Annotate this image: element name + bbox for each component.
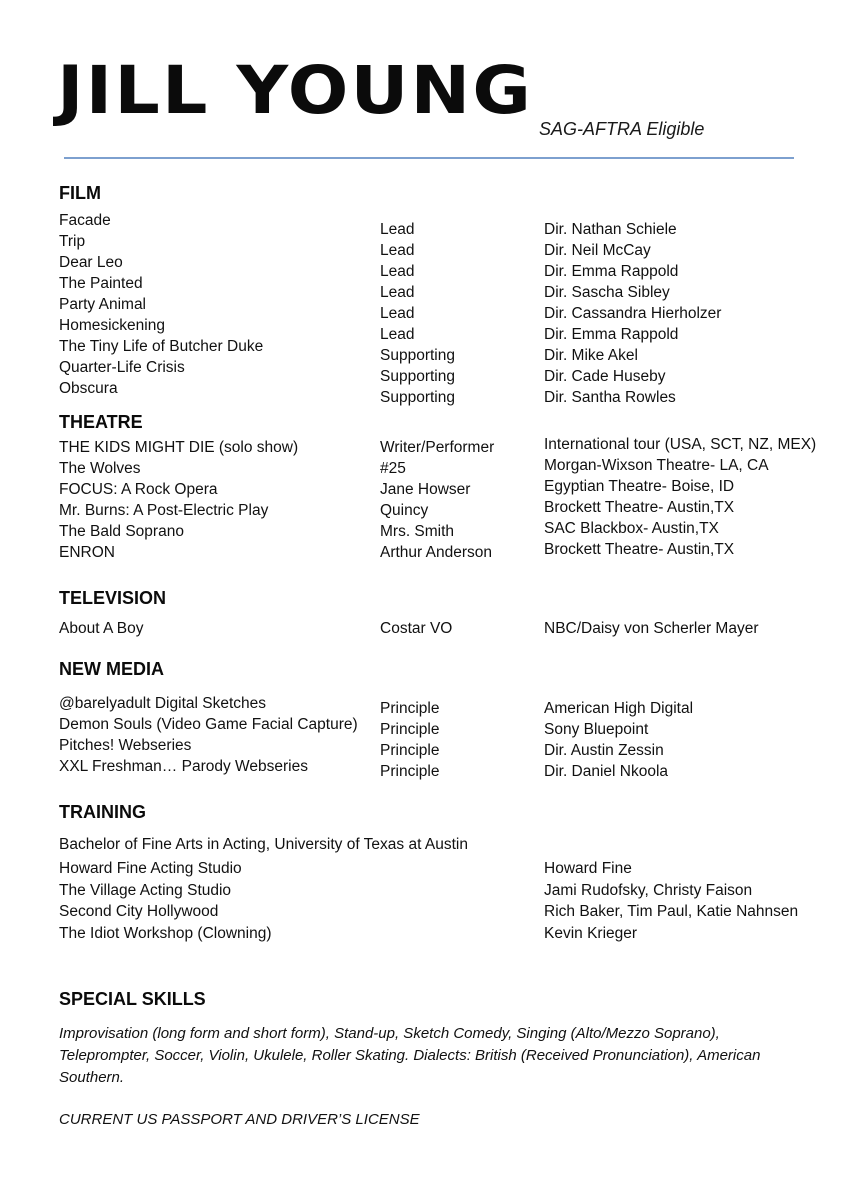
training-school-item: The Village Acting Studio — [59, 881, 232, 899]
television-title: About A Boy — [59, 620, 144, 637]
television-heading: TELEVISION — [59, 588, 167, 608]
theatre-title-item: THE KIDS MIGHT DIE (solo show) — [59, 439, 299, 456]
film-credit-item: Dir. Neil McCay — [544, 242, 651, 259]
film-heading: FILM — [59, 183, 101, 203]
new-media-role-item: Principle — [380, 721, 440, 738]
new-media-title-item: XXL Freshman… Parody Webseries — [59, 758, 308, 775]
film-role-item: Supporting — [380, 389, 455, 406]
theatre-role-item: Arthur Anderson — [380, 544, 493, 561]
documents-note: CURRENT US PASSPORT AND DRIVER’S LICENSE — [59, 1111, 420, 1128]
film-credits — [544, 219, 721, 408]
theatre-titles — [59, 437, 298, 563]
new-media-credit-item: Dir. Daniel Nkoola — [544, 763, 669, 780]
film-role-item: Lead — [380, 242, 415, 259]
training-school-item: Second City Hollywood — [59, 903, 219, 920]
new-media-role-item: Principle — [380, 742, 440, 759]
theatre-venues — [544, 434, 816, 560]
film-role-item: Supporting — [380, 368, 455, 385]
new-media-credit-item: Dir. Austin Zessin — [544, 742, 664, 759]
new-media-heading: NEW MEDIA — [59, 659, 164, 679]
new-media-role-item: Principle — [380, 763, 440, 780]
theatre-venue-item: International tour (USA, SCT, NZ, MEX) — [544, 436, 817, 453]
film-credit-item: Dir. Sascha Sibley — [544, 284, 670, 301]
film-roles — [380, 219, 455, 408]
theatre-venue-item: Egyptian Theatre- Boise, ID — [544, 478, 735, 495]
new-media-title-item: @barelyadult Digital Sketches — [59, 695, 267, 712]
theatre-venue-item: Brockett Theatre- Austin,TX — [544, 499, 735, 516]
union-status: SAG-AFTRA Eligible — [539, 119, 705, 139]
film-role-item: Lead — [380, 263, 415, 280]
theatre-title-item: FOCUS: A Rock Opera — [59, 481, 218, 498]
theatre-venue-item: Morgan-Wixson Theatre- LA, CA — [544, 457, 769, 474]
theatre-venue-item: Brockett Theatre- Austin,TX — [544, 541, 735, 558]
theatre-venue-item: SAC Blackbox- Austin,TX — [544, 520, 719, 537]
film-credit-item: Dir. Mike Akel — [544, 347, 638, 364]
header-divider — [64, 157, 794, 159]
film-title-item: The Painted — [59, 275, 143, 292]
special-skills-heading: SPECIAL SKILLS — [59, 989, 206, 1009]
film-titles — [59, 210, 263, 399]
theatre-heading: THEATRE — [59, 412, 143, 432]
film-title-item: Quarter-Life Crisis — [59, 359, 185, 376]
training-teacher-item: Jami Rudofsky, Christy Faison — [544, 881, 753, 899]
training-heading: TRAINING — [59, 802, 146, 822]
theatre-role-item: Jane Howser — [380, 481, 471, 498]
new-media-credit-item: American High Digital — [544, 700, 694, 717]
training-degree: Bachelor of Fine Arts in Acting, University of Texas at Austin — [59, 836, 468, 853]
training-teacher-item: Howard Fine — [544, 860, 632, 877]
new-media-roles — [380, 698, 439, 782]
film-credit-item: Dir. Cade Huseby — [544, 368, 666, 385]
theatre-role-item: Quincy — [380, 502, 429, 519]
film-role-item: Lead — [380, 326, 415, 343]
film-credit-item: Dir. Emma Rappold — [544, 263, 679, 280]
theatre-role-item: #25 — [380, 460, 406, 477]
new-media-title-item: Pitches! Webseries — [59, 737, 192, 754]
theatre-roles — [380, 437, 494, 563]
training-schools — [59, 858, 272, 944]
film-title-item: Trip — [59, 233, 86, 250]
film-title-item: Homesickening — [59, 317, 165, 334]
television-credit: NBC/Daisy von Scherler Mayer — [544, 620, 759, 637]
theatre-title-item: Mr. Burns: A Post-Electric Play — [59, 502, 269, 519]
film-role-item: Lead — [380, 284, 415, 301]
theatre-role-item: Writer/Performer — [380, 439, 495, 456]
new-media-title-item: Demon Souls (Video Game Facial Capture) — [59, 716, 358, 733]
new-media-credit-item: Sony Bluepoint — [544, 721, 649, 738]
television-role: Costar VO — [380, 620, 453, 637]
special-skills-text: Improvisation (long form and short form), Stand-up, Sketch Comedy, Singing (Alto/Mezzo Soprano), Teleprompter, Soccer, Violin, Ukulele, Roller Skating. Dialects: British (Received Pronunciation), American Southern. — [59, 1025, 761, 1086]
theatre-title-item: The Bald Soprano — [59, 523, 184, 540]
training-school-item: The Idiot Workshop (Clowning) — [59, 924, 272, 942]
theatre-role-item: Mrs. Smith — [380, 523, 455, 540]
film-title-item: The Tiny Life of Butcher Duke — [59, 338, 264, 355]
film-role-item: Lead — [380, 305, 415, 322]
new-media-credits — [544, 698, 693, 782]
resume-name: JILL YOUNG — [57, 52, 534, 129]
training-teacher-item: Rich Baker, Tim Paul, Katie Nahnsen — [544, 903, 799, 920]
theatre-title-item: ENRON — [59, 544, 115, 561]
film-credit-item: Dir. Cassandra Hierholzer — [544, 305, 722, 322]
film-role-item: Lead — [380, 221, 415, 238]
film-title-item: Party Animal — [59, 296, 147, 313]
film-title-item: Facade — [59, 212, 111, 229]
film-title-item: Dear Leo — [59, 254, 123, 271]
training-teacher-item: Kevin Krieger — [544, 924, 638, 942]
new-media-role-item: Principle — [380, 700, 440, 717]
training-teachers — [544, 858, 798, 944]
film-title-item: Obscura — [59, 380, 118, 397]
film-credit-item: Dir. Santha Rowles — [544, 389, 676, 406]
new-media-titles — [59, 693, 358, 777]
training-school-item: Howard Fine Acting Studio — [59, 860, 242, 877]
film-credit-item: Dir. Nathan Schiele — [544, 221, 677, 238]
film-credit-item: Dir. Emma Rappold — [544, 326, 679, 343]
film-role-item: Supporting — [380, 347, 455, 364]
theatre-title-item: The Wolves — [59, 460, 141, 477]
